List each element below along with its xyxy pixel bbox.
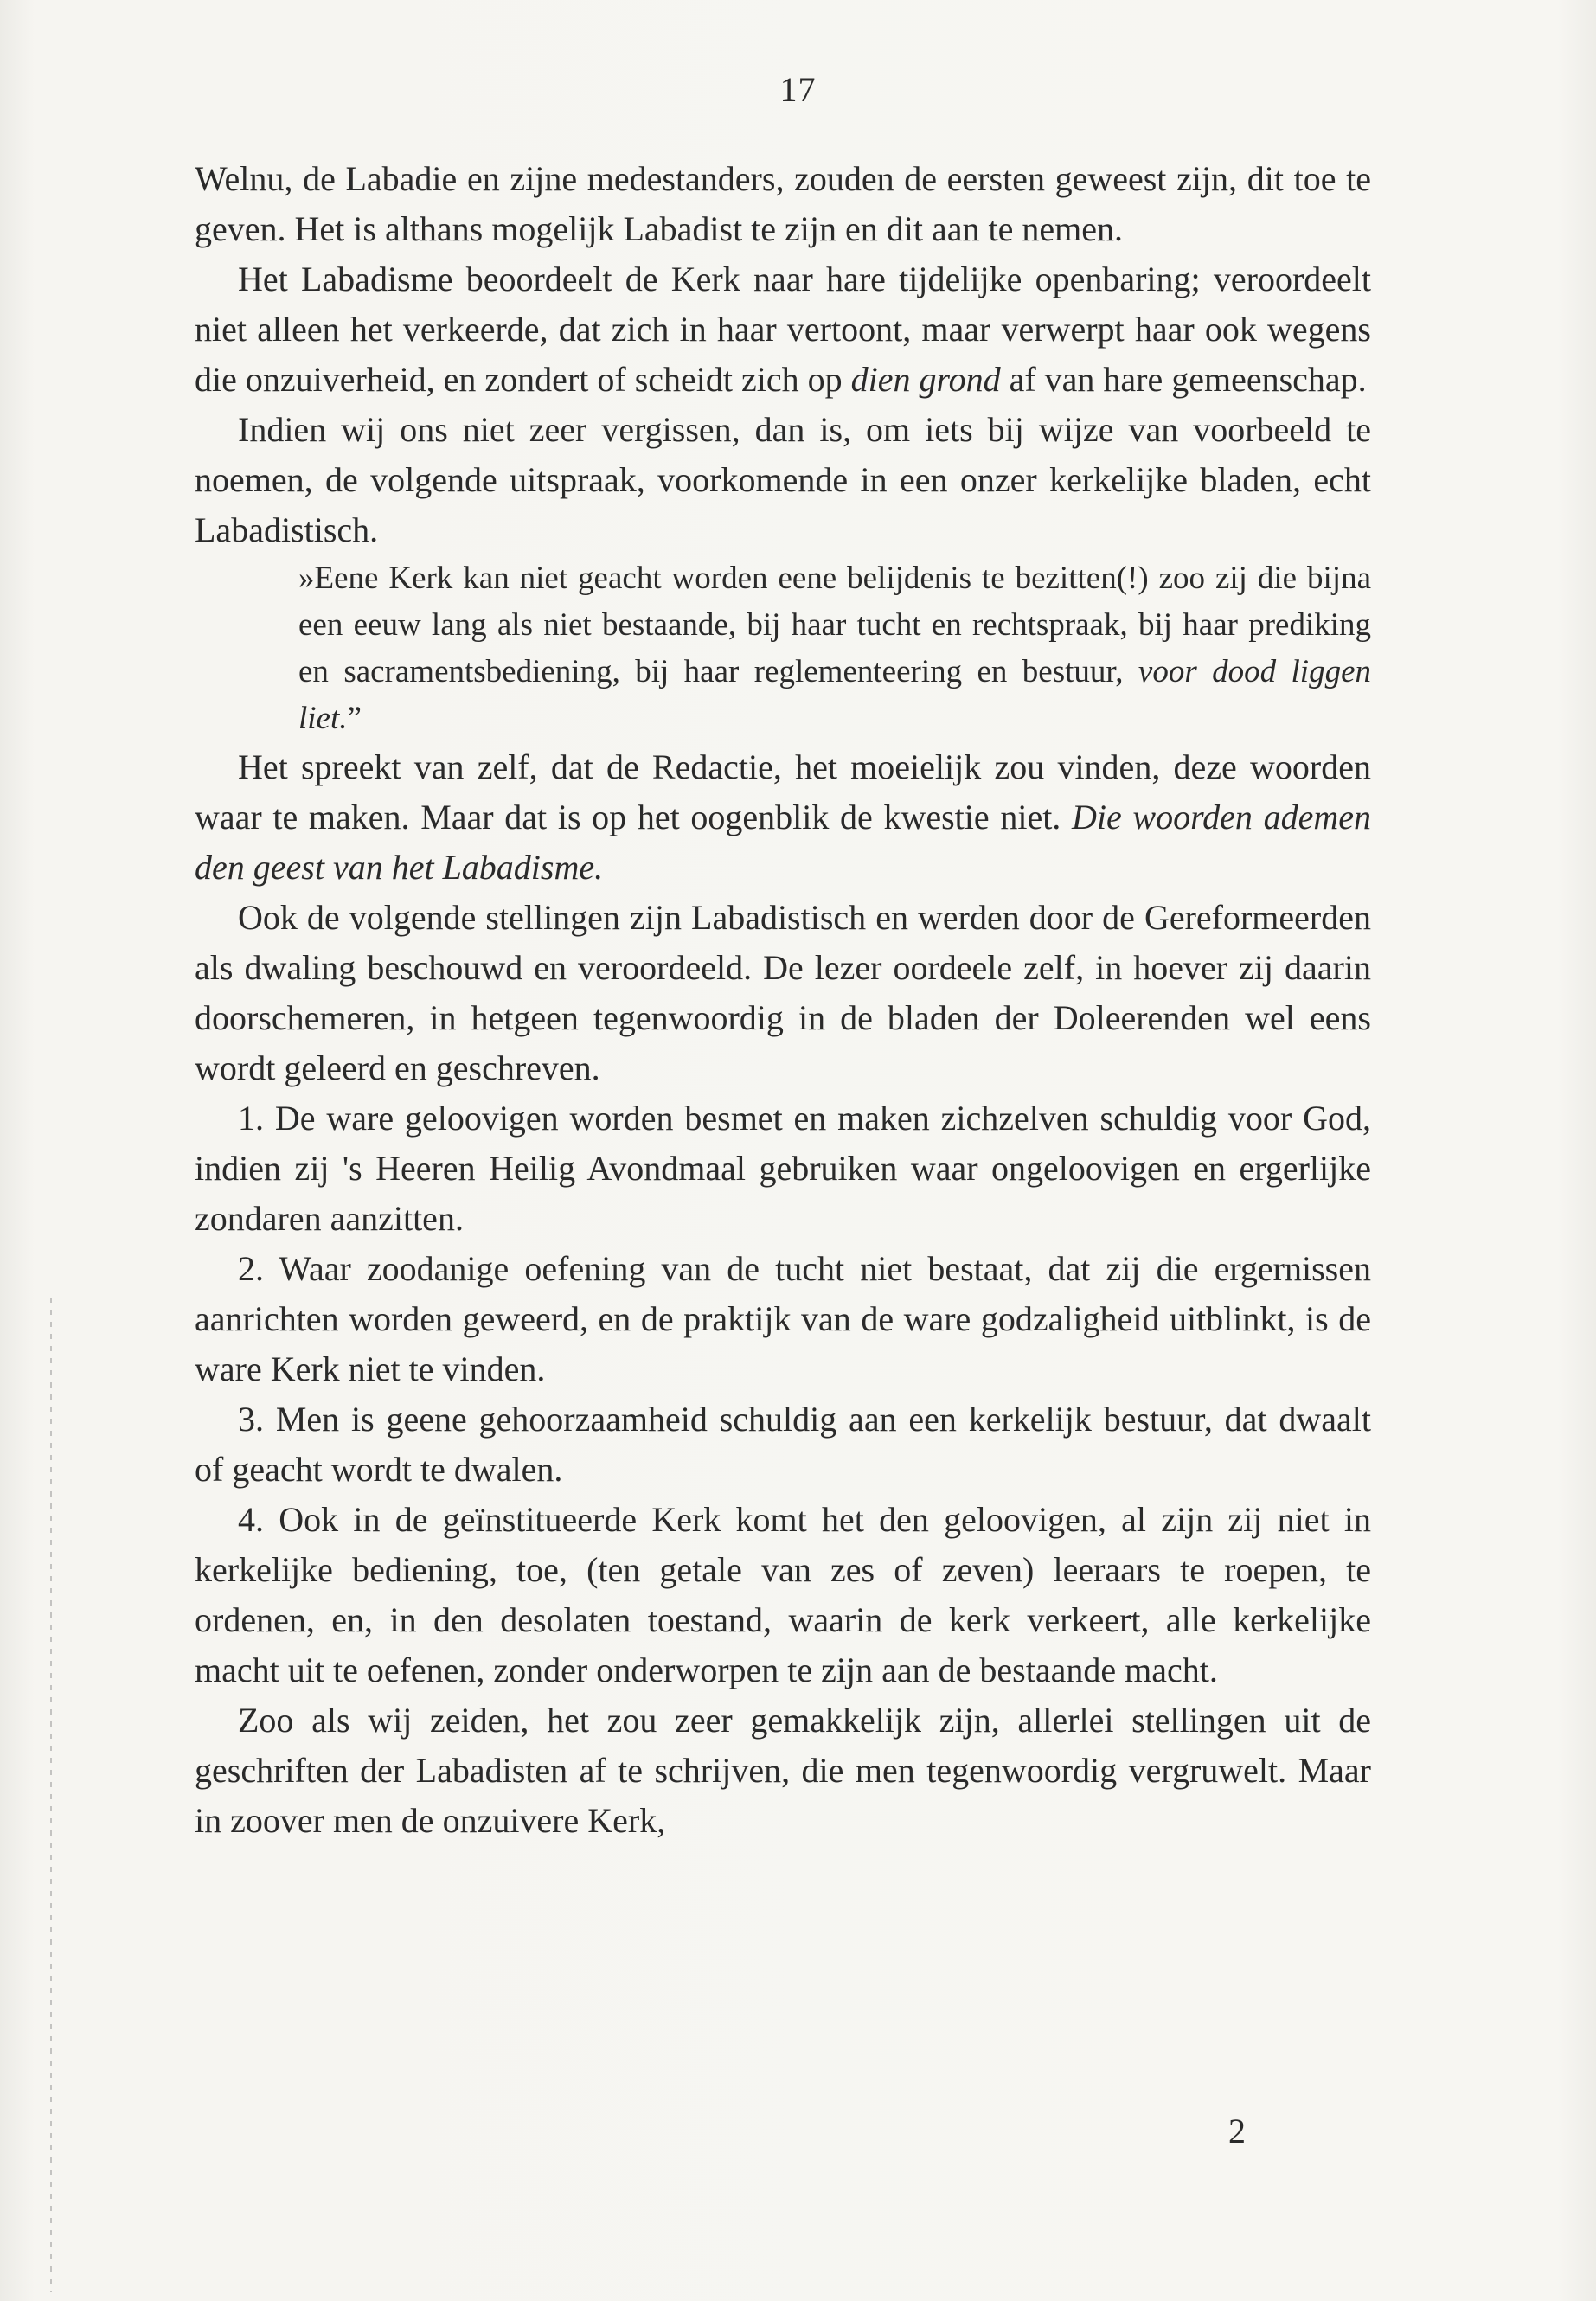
list-item-1: 1. De ware geloovigen worden besmet en maken zichzelven schuldig voor God, indien zij 's Heeren Heilig Avondmaal gebruiken waar ongeloovigen en ergerlijke zondaren aanzitten. (195, 1099, 1371, 1238)
list-item-2: 2. Waar zoodanige oefening van de tucht niet bestaat, dat zij die ergernissen aanrichten worden geweerd, en de praktijk van de ware godzaligheid uitblinkt, is de ware Kerk niet te vinden. (195, 1249, 1371, 1388)
paragraph-3: Indien wij ons niet zeer vergissen, dan is, om iets bij wijze van voorbeeld te noemen, de volgende uitspraak, voorkomende in een onzer kerkelijke bladen, echt Labadistisch. (195, 410, 1371, 549)
paragraph-6: Zoo als wij zeiden, het zou zeer gemakkelijk zijn, allerlei stellingen uit de geschriften der Labadisten af te schrijven, die men tegenwoordig vergruwelt. Maar in zoover men de onzuivere Kerk, (195, 1701, 1371, 1840)
list-item-4: 4. Ook in de geïnstitueerde Kerk komt het den geloovigen, al zijn zij niet in kerkelijke bediening, toe, (ten getale van zes of zeven) leeraars te roepen, te ordenen, en, in den desolaten toestand, waarin de kerk verkeert, alle kerkelijke macht uit te oefenen, zonder onderworpen te zijn aan de bestaande macht. (195, 1500, 1371, 1689)
paragraph-2-text: Het Labadisme beoordeelt de Kerk naar hare tijdelijke openbaring; veroordeelt niet alleen het verkeerde, dat zich in haar vertoont, maar verwerpt haar ook wegens die onzuiverheid, en zondert of scheidt zich op (195, 260, 1371, 399)
paragraph-2 (195, 254, 1371, 405)
paragraph-5: Ook de volgende stellingen zijn Labadistisch en werden door de Gereformeerden als dwaling beschouwd en veroordeeld. De lezer oordeele zelf, in hoever zij daarin doorschemeren, in hetgeen tegenwoordig in de bladen der Doleerenden wel eens wordt geleerd en geschreven. (195, 898, 1371, 1087)
block-quote (298, 555, 1371, 742)
paragraph-4-text: Het spreekt van zelf, dat de Redactie, het moeielijk zou vinden, deze woorden waar te maken. Maar dat is op het oogenblik de kwestie niet. (195, 747, 1371, 836)
paragraph-1: Welnu, de Labadie en zijne medestanders, zouden de eersten geweest zijn, dit toe te geven. Het is althans mogelijk Labadist te zijn en dit aan te nemen. (195, 159, 1371, 248)
paragraph-4-emphasis: Die woorden ademen den geest van het Labadisme. (195, 798, 1371, 887)
quote-close: ” (347, 701, 362, 736)
binding-edge-marks (50, 1298, 52, 2292)
paragraph-2-end: af van hare gemeenschap. (1000, 360, 1367, 399)
paragraph-4 (195, 742, 1371, 893)
body-text (195, 154, 1371, 1846)
page-number: 17 (779, 70, 817, 109)
paragraph-2-emphasis: dien grond (850, 360, 1001, 399)
quote-emphasis: voor dood liggen liet. (298, 654, 1371, 736)
signature-mark: 2 (1228, 2112, 1246, 2150)
list-item-3: 3. Men is geene gehoorzaamheid schuldig aan een kerkelijk bestuur, dat dwaalt of geacht wordt te dwalen. (195, 1400, 1371, 1489)
quote-text: »Eene Kerk kan niet geacht worden eene belijdenis te bezitten(!) zoo zij die bijna een eeuw lang als niet bestaande, bij haar tucht en rechtspraak, bij haar prediking en sacramentsbediening, bij haar reglementeering en bestuur, (298, 561, 1371, 689)
